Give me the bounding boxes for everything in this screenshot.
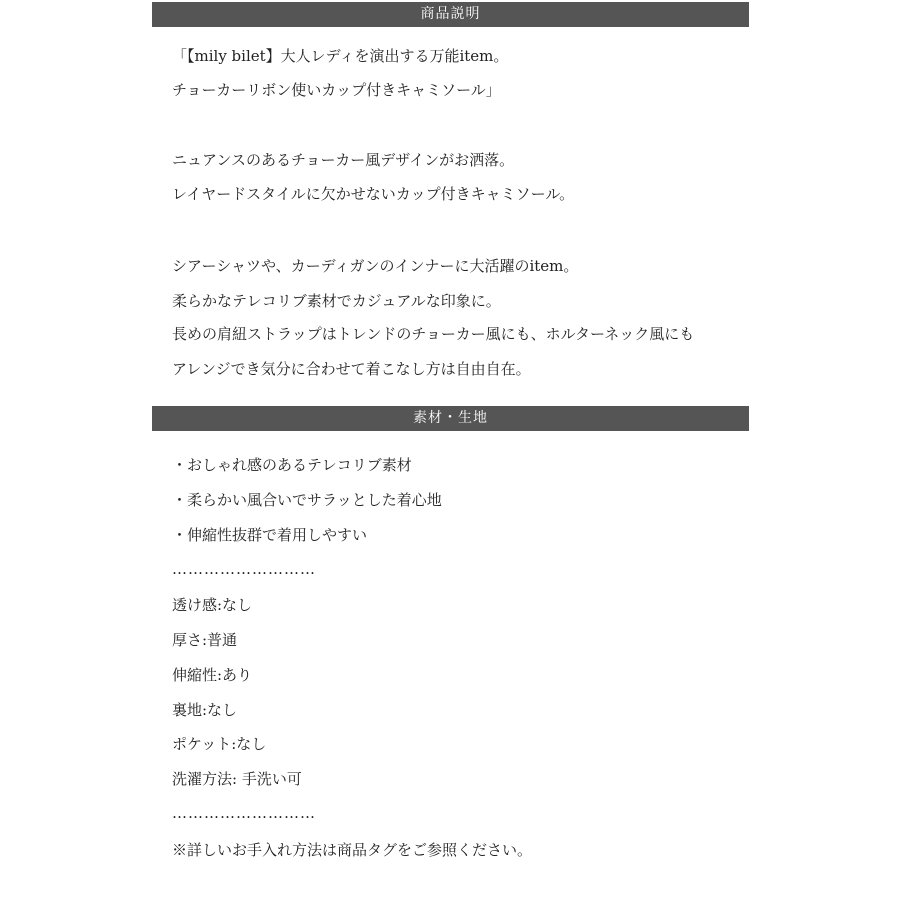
description-line: ニュアンスのあるチョーカー風デザインがお洒落。 — [172, 151, 515, 169]
section-header-material: 素材・生地 — [152, 406, 749, 431]
care-note: ※詳しいお手入れ方法は商品タグをご参照ください。 — [172, 841, 533, 859]
description-line: レイヤードスタイルに欠かせないカップ付きキャミソール。 — [172, 185, 575, 203]
dotted-separator: ……………………… — [172, 560, 316, 578]
feature-item: ・おしゃれ感のあるテレコリブ素材 — [172, 456, 412, 474]
spec-item: 洗濯方法: 手洗い可 — [172, 770, 302, 788]
feature-item: ・柔らかい風合いでサラッとした着心地 — [172, 491, 442, 509]
spec-item: 伸縮性:あり — [172, 666, 253, 684]
description-line: シアーシャツや、カーディガンのインナーに大活躍のitem。 — [172, 257, 579, 275]
spec-item: ポケット:なし — [172, 735, 267, 753]
spec-item: 透け感:なし — [172, 596, 253, 614]
feature-item: ・伸縮性抜群で着用しやすい — [172, 526, 368, 544]
description-line: 長めの肩紐ストラップはトレンドのチョーカー風にも、ホルターネック風にも — [172, 325, 695, 343]
description-line: チョーカーリボン使いカップ付きキャミソール」 — [172, 81, 501, 99]
spec-item: 厚さ:普通 — [172, 631, 238, 649]
section-header-description: 商品説明 — [152, 2, 749, 27]
dotted-separator: ……………………… — [172, 804, 316, 822]
description-line: 「【mily bilet】大人レディを演出する万能item。 — [172, 47, 509, 65]
description-line: アレンジでき気分に合わせて着こなし方は自由自在。 — [172, 360, 531, 378]
description-line: 柔らかなテレコリブ素材でカジュアルな印象に。 — [172, 292, 501, 310]
spec-item: 裏地:なし — [172, 701, 238, 719]
